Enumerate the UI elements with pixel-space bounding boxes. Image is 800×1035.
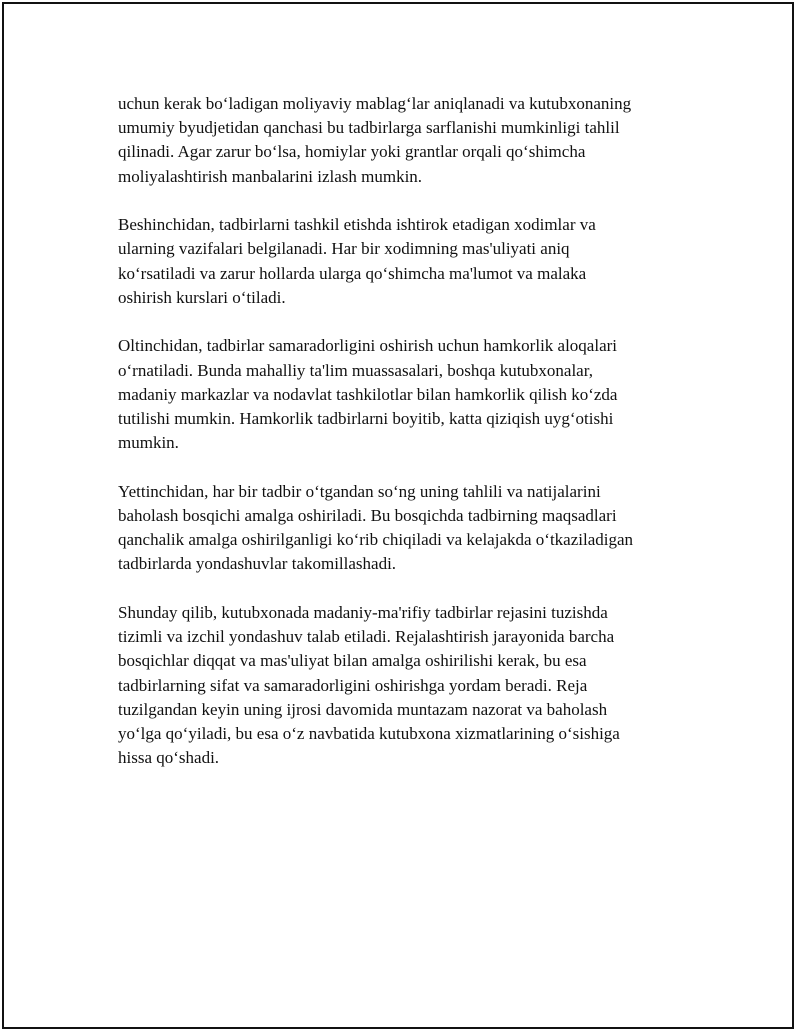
text-line: tizimli va izchil yondashuv talab etiladi. Rejalashtirish jarayonida barcha [118, 627, 615, 647]
paragraph-conclusion [118, 601, 690, 770]
text-line: Shunday qilib, kutubxonada madaniy-ma'rifiy tadbirlar rejasini tuzishda [118, 603, 608, 623]
text-line: Yettinchidan, har bir tadbir o‘tgandan so‘ng uning tahlili va natijalarini [118, 481, 601, 501]
text-line: tutilishi mumkin. Hamkorlik tadbirlarni boyitib, katta qiziqish uyg‘otishi [118, 409, 614, 429]
text-line: qanchalik amalga oshirilganligi ko‘rib chiqiladi va kelajakda o‘tkaziladigan [118, 530, 634, 550]
text-line: mumkin. [118, 433, 179, 453]
text-line: qilinadi. Agar zarur bo‘lsa, homiylar yoki grantlar orqali qo‘shimcha [118, 142, 586, 162]
text-line: baholash bosqichi amalga oshiriladi. Bu bosqichda tadbirning maqsadlari [118, 506, 617, 526]
paragraph-funding [118, 92, 690, 189]
text-line: ko‘rsatiladi va zarur hollarda ularga qo‘shimcha ma'lumot va malaka [118, 263, 587, 283]
text-line: madaniy markazlar va nodavlat tashkilotlar bilan hamkorlik qilish ko‘zda [118, 384, 618, 404]
paragraph-fifth-staff [118, 213, 690, 310]
text-line: hissa qo‘shadi. [118, 748, 220, 768]
text-line: uchun kerak bo‘ladigan moliyaviy mablag‘lar aniqlanadi va kutubxonaning [118, 94, 632, 113]
text-line: tadbirlarning sifat va samaradorligini oshirishga yordam beradi. Reja [118, 675, 588, 695]
text-line: oshirish kurslari o‘tiladi. [118, 287, 286, 307]
text-line: ularning vazifalari belgilanadi. Har bir xodimning mas'uliyati aniq [118, 239, 570, 259]
text-line: o‘rnatiladi. Bunda mahalliy ta'lim muassasalari, boshqa kutubxonalar, [118, 360, 593, 380]
text-line: bosqichlar diqqat va mas'uliyat bilan amalga oshirilishi kerak, bu esa [118, 651, 587, 671]
text-line: Beshinchidan, tadbirlarni tashkil etishda ishtirok etadigan xodimlar va [118, 215, 596, 235]
text-line: moliyalashtirish manbalarini izlash mumkin. [118, 166, 423, 186]
document-body [118, 92, 690, 795]
paragraph-sixth-partnerships [118, 334, 690, 455]
text-line: Oltinchidan, tadbirlar samaradorligini oshirish uchun hamkorlik aloqalari [118, 336, 618, 356]
paragraph-seventh-evaluation [118, 480, 690, 577]
text-line: umumiy byudjetidan qanchasi bu tadbirlarga sarflanishi mumkinligi tahlil [118, 118, 620, 138]
text-line: tuzilgandan keyin uning ijrosi davomida muntazam nazorat va baholash [118, 699, 608, 719]
text-line: tadbirlarda yondashuvlar takomillashadi. [118, 554, 397, 574]
text-line: yo‘lga qo‘yiladi, bu esa o‘z navbatida kutubxona xizmatlarining o‘sishiga [118, 724, 620, 744]
